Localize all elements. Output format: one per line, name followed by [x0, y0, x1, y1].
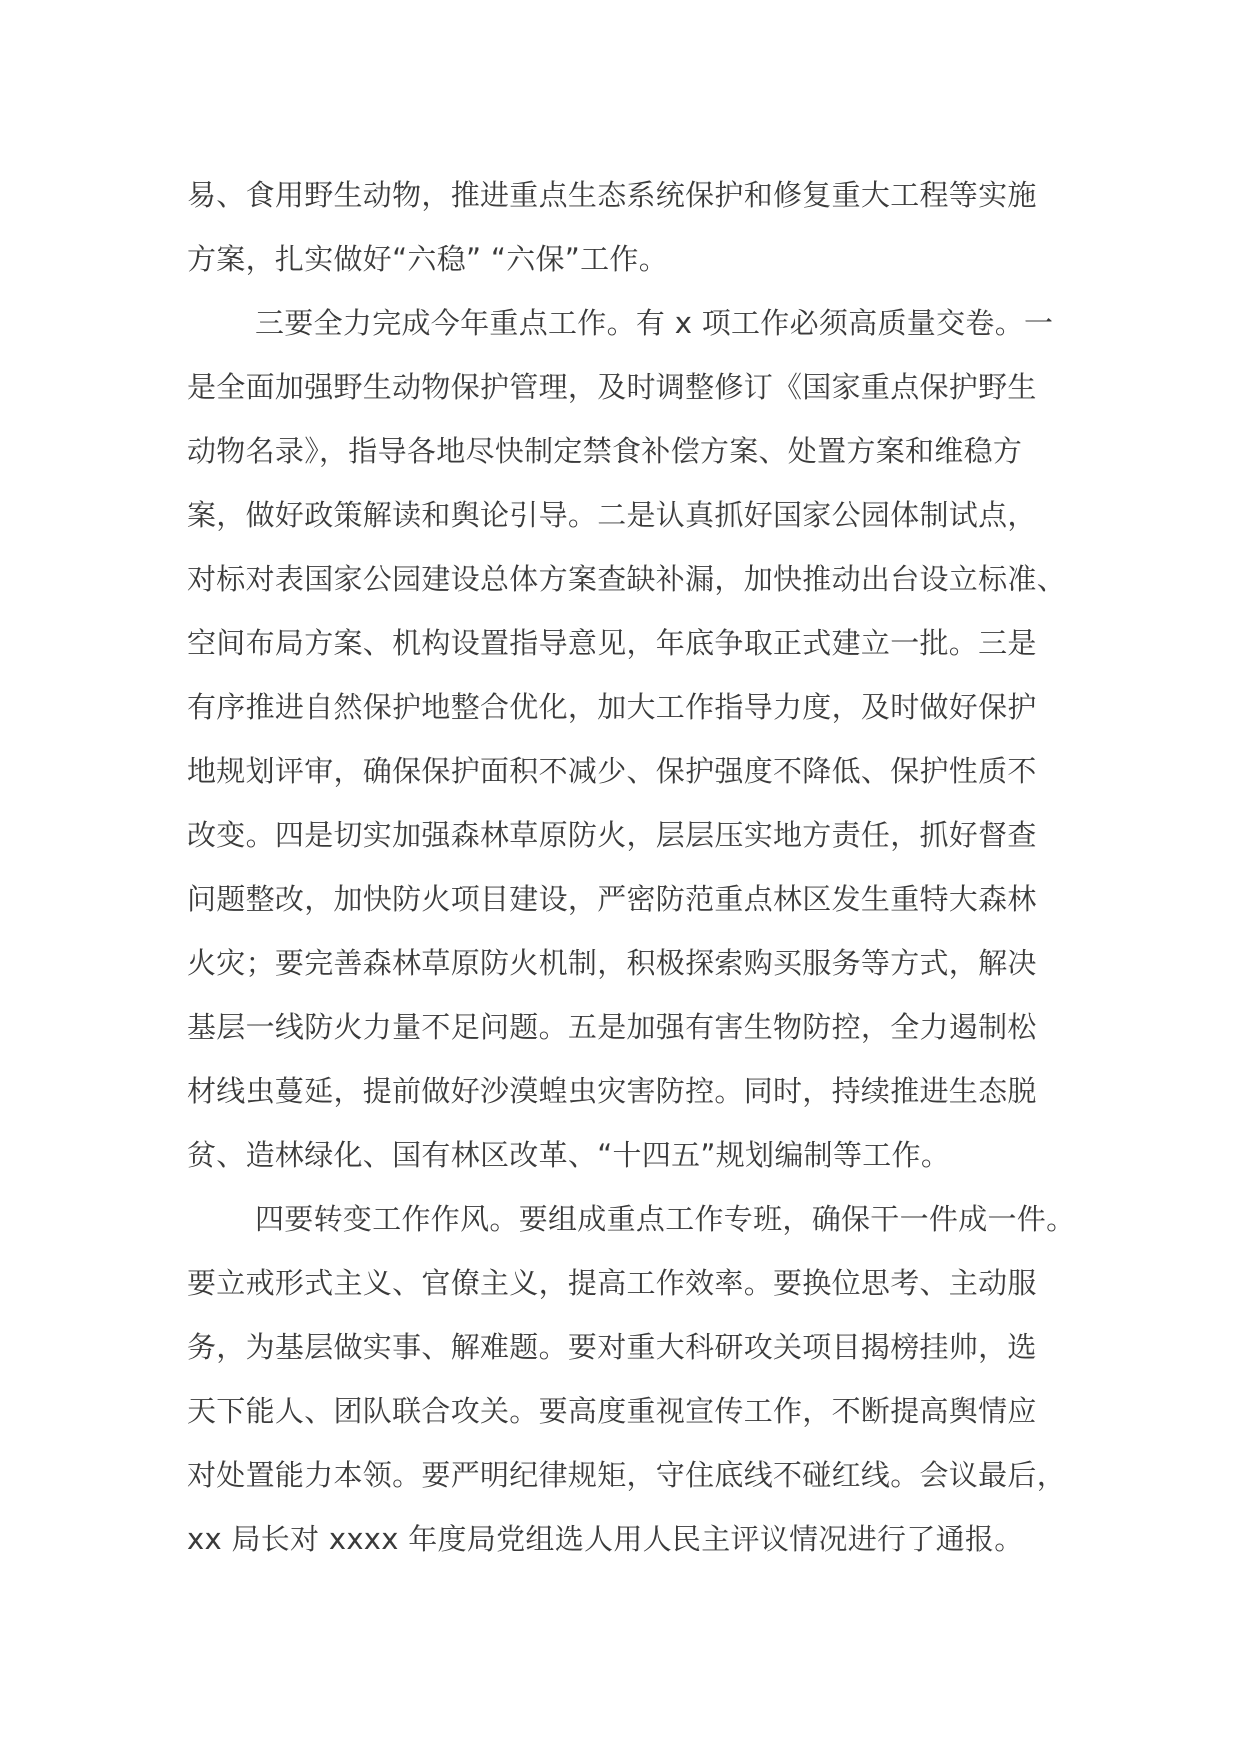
text-line: 火灾；要完善森林草原防火机制，积极探索购买服务等方式，解决 [187, 946, 1037, 980]
text-line: xx 局长对 xxxx 年度局党组选人用人民主评议情况进行了通报。 [187, 1522, 1024, 1556]
text-line: 空间布局方案、机构设置指导意见，年底争取正式建立一批。三是 [187, 626, 1037, 660]
text-line: 贫、造林绿化、国有林区改革、“十四五”规划编制等工作。 [187, 1138, 951, 1172]
text-line: 材线虫蔓延，提前做好沙漠蝗虫灾害防控。同时，持续推进生态脱 [187, 1074, 1037, 1108]
text-line: 改变。四是切实加强森林草原防火，层层压实地方责任，抓好督查 [187, 818, 1037, 852]
paragraph-start-line: 三要全力完成今年重点工作。有 x 项工作必须高质量交卷。一 [255, 306, 1054, 340]
text-line: 对标对表国家公园建设总体方案查缺补漏，加快推动出台设立标准、 [187, 562, 1067, 596]
text-line: 天下能人、团队联合攻关。要高度重视宣传工作，不断提高舆情应 [187, 1394, 1037, 1428]
text-line: 案，做好政策解读和舆论引导。二是认真抓好国家公园体制试点， [187, 498, 1037, 532]
text-line: 易、食用野生动物，推进重点生态系统保护和修复重大工程等实施 [187, 178, 1037, 212]
text-line: 要立戒形式主义、官僚主义，提高工作效率。要换位思考、主动服 [187, 1266, 1037, 1300]
text-line: 基层一线防火力量不足问题。五是加强有害生物防控，全力遏制松 [187, 1010, 1037, 1044]
text-line: 动物名录》，指导各地尽快制定禁食补偿方案、处置方案和维稳方 [187, 434, 1023, 468]
text-line: 是全面加强野生动物保护管理，及时调整修订《国家重点保护野生 [187, 370, 1037, 404]
text-line: 对处置能力本领。要严明纪律规矩，守住底线不碰红线。会议最后， [187, 1458, 1067, 1492]
text-line: 问题整改，加快防火项目建设，严密防范重点林区发生重特大森林 [187, 882, 1037, 916]
text-line: 务，为基层做实事、解难题。要对重大科研攻关项目揭榜挂帅，选 [187, 1330, 1037, 1364]
text-line: 地规划评审，确保保护面积不减少、保护强度不降低、保护性质不 [187, 754, 1037, 788]
body-text [187, 163, 1087, 1571]
text-line: 方案，扎实做好“六稳” “六保”工作。 [187, 242, 669, 276]
paragraph-start-line: 四要转变工作作风。要组成重点工作专班，确保干一件成一件。 [255, 1202, 1076, 1236]
text-line: 有序推进自然保护地整合优化，加大工作指导力度，及时做好保护 [187, 690, 1037, 724]
